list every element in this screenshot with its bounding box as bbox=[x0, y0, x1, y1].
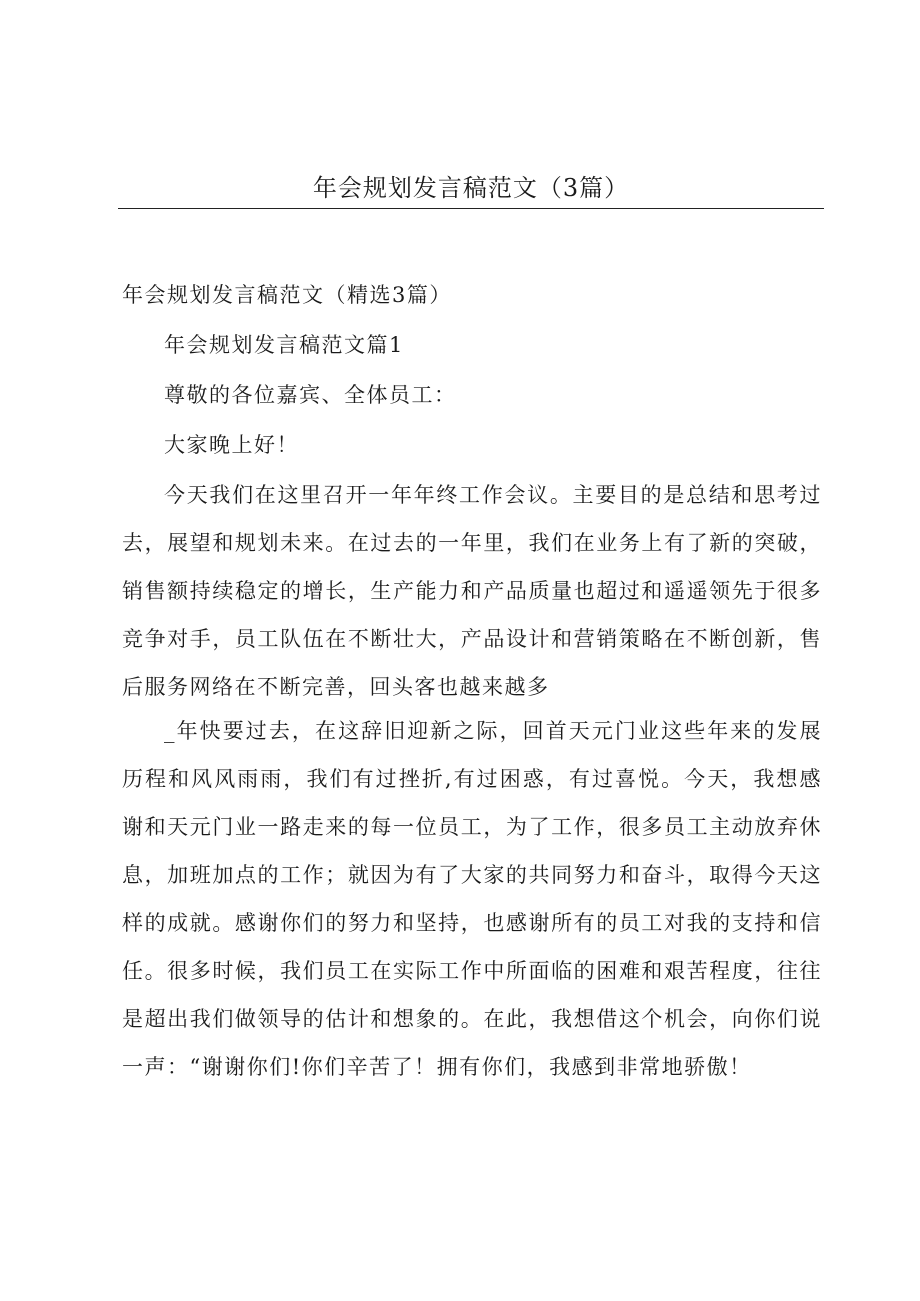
paragraph-1: 今天我们在这里召开一年年终工作会议。主要目的是总结和思考过去，展望和规划未来。在过去的一年里，我们在业务上有了新的突破，销售额持续稳定的增长，生产能力和产品质量也超过和遥遥领先于很多竞争对手，员工队伍在不断壮大，产品设计和营销策略在不断创新，售后服务网络在不断完善，回头客也越来越多 bbox=[122, 483, 822, 699]
title-underline bbox=[118, 208, 824, 209]
greeting: 大家晚上好！ bbox=[164, 433, 299, 457]
document-title: 年会规划发言稿范文（3篇） bbox=[312, 174, 630, 202]
document-subtitle: 年会规划发言稿范文（精选3篇） bbox=[122, 283, 452, 307]
document-body bbox=[122, 277, 822, 1093]
paragraph-2: _年快要过去，在这辞旧迎新之际，回首天元门业这些年来的发展历程和风风雨雨，我们有过挫折,有过困惑，有过喜悦。今天，我想感谢和天元门业一路走来的每一位员工，为了工作，很多员工主动放弃休息，加班加点的工作；就因为有了大家的共同努力和奋斗，取得今天这样的成就。感谢你们的努力和坚持，也感谢所有的员工对我的支持和信任。很多时候，我们员工在实际工作中所面临的困难和艰苦程度，往往是超出我们做领导的估计和想象的。在此，我想借这个机会，向你们说一声：“谢谢你们!你们辛苦了！拥有你们，我感到非常地骄傲！ bbox=[122, 719, 822, 1079]
salutation: 尊敬的各位嘉宾、全体员工： bbox=[164, 383, 457, 407]
section-heading: 年会规划发言稿范文篇1 bbox=[164, 333, 404, 357]
